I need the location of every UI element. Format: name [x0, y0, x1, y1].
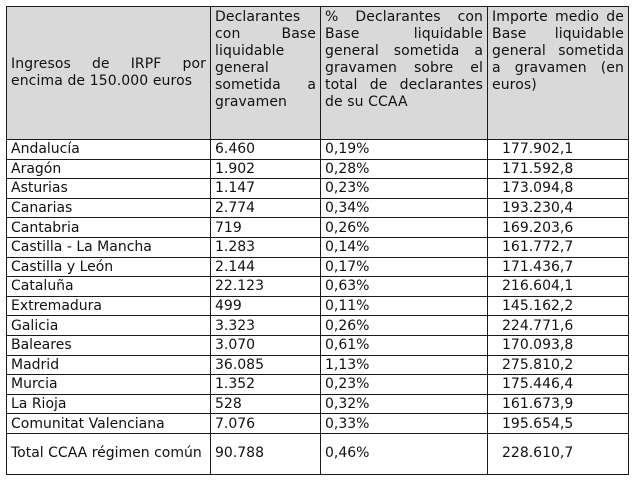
cell-porcentaje: 0,11%: [321, 296, 488, 316]
cell-region: Cantabria: [7, 218, 211, 238]
cell-region: Andalucía: [7, 140, 211, 160]
cell-region: Baleares: [7, 335, 211, 355]
cell-porcentaje: 0,14%: [321, 237, 488, 257]
cell-porcentaje: 0,26%: [321, 316, 488, 336]
table-row: [7, 198, 629, 218]
table-row: [7, 140, 629, 160]
cell-importe: 216.604,1: [488, 277, 629, 297]
irpf-table-wrapper: [6, 6, 629, 475]
total-cell-declarantes: 90.788: [211, 433, 321, 474]
cell-importe: 195.654,5: [488, 414, 629, 434]
cell-importe: 161.772,7: [488, 237, 629, 257]
cell-region: Murcia: [7, 375, 211, 395]
header-importe: Importe medio de Base liquidable general sometida a gravamen (en euros): [488, 7, 629, 140]
total-cell-porcentaje: 0,46%: [321, 433, 488, 474]
cell-declarantes: 2.144: [211, 257, 321, 277]
cell-porcentaje: 0,61%: [321, 335, 488, 355]
total-cell-region: Total CCAA régimen común: [7, 433, 211, 474]
cell-porcentaje: 0,63%: [321, 277, 488, 297]
cell-porcentaje: 0,33%: [321, 414, 488, 434]
cell-declarantes: 36.085: [211, 355, 321, 375]
cell-importe: 171.592,8: [488, 159, 629, 179]
header-row: [7, 7, 629, 140]
cell-porcentaje: 0,34%: [321, 198, 488, 218]
cell-importe: 161.673,9: [488, 394, 629, 414]
table-row: [7, 277, 629, 297]
header-porcentaje: % Declarantes con Base liquidable general sometida a gravamen sobre el total de declarantes de su CCAA: [321, 7, 488, 140]
table-row: [7, 355, 629, 375]
cell-importe: 177.902,1: [488, 140, 629, 160]
cell-declarantes: 7.076: [211, 414, 321, 434]
cell-importe: 275.810,2: [488, 355, 629, 375]
table-row: [7, 414, 629, 434]
table-row: [7, 296, 629, 316]
table-row: [7, 316, 629, 336]
cell-region: Madrid: [7, 355, 211, 375]
cell-region: Extremadura: [7, 296, 211, 316]
cell-declarantes: 499: [211, 296, 321, 316]
cell-region: Comunitat Valenciana: [7, 414, 211, 434]
cell-porcentaje: 0,23%: [321, 375, 488, 395]
table-row: [7, 394, 629, 414]
table-row: [7, 237, 629, 257]
cell-declarantes: 2.774: [211, 198, 321, 218]
cell-importe: 175.446,4: [488, 375, 629, 395]
header-region: Ingresos de IRPF por encima de 150.000 euros: [7, 7, 211, 140]
cell-declarantes: 1.147: [211, 179, 321, 199]
total-cell-importe: 228.610,7: [488, 433, 629, 474]
cell-porcentaje: 0,17%: [321, 257, 488, 277]
cell-porcentaje: 1,13%: [321, 355, 488, 375]
cell-region: La Rioja: [7, 394, 211, 414]
cell-porcentaje: 0,28%: [321, 159, 488, 179]
cell-porcentaje: 0,32%: [321, 394, 488, 414]
table-row: [7, 218, 629, 238]
table-row: [7, 179, 629, 199]
cell-declarantes: 22.123: [211, 277, 321, 297]
cell-declarantes: 6.460: [211, 140, 321, 160]
cell-porcentaje: 0,26%: [321, 218, 488, 238]
cell-region: Canarias: [7, 198, 211, 218]
table-row: [7, 375, 629, 395]
table-row: [7, 159, 629, 179]
cell-importe: 145.162,2: [488, 296, 629, 316]
total-row: [7, 433, 629, 474]
cell-declarantes: 3.323: [211, 316, 321, 336]
cell-declarantes: 1.283: [211, 237, 321, 257]
cell-declarantes: 3.070: [211, 335, 321, 355]
cell-importe: 171.436,7: [488, 257, 629, 277]
irpf-table: [6, 6, 629, 475]
table-header: [7, 7, 629, 140]
cell-importe: 224.771,6: [488, 316, 629, 336]
cell-region: Asturias: [7, 179, 211, 199]
table-body: [7, 140, 629, 475]
header-declarantes: Declarantes con Base liquidable general sometida a gravamen: [211, 7, 321, 140]
cell-region: Galicia: [7, 316, 211, 336]
cell-declarantes: 1.352: [211, 375, 321, 395]
cell-importe: 169.203,6: [488, 218, 629, 238]
cell-declarantes: 719: [211, 218, 321, 238]
cell-region: Aragón: [7, 159, 211, 179]
cell-importe: 193.230,4: [488, 198, 629, 218]
cell-porcentaje: 0,19%: [321, 140, 488, 160]
cell-importe: 170.093,8: [488, 335, 629, 355]
cell-region: Castilla y León: [7, 257, 211, 277]
cell-porcentaje: 0,23%: [321, 179, 488, 199]
cell-importe: 173.094,8: [488, 179, 629, 199]
table-row: [7, 257, 629, 277]
table-row: [7, 335, 629, 355]
cell-region: Castilla - La Mancha: [7, 237, 211, 257]
cell-declarantes: 528: [211, 394, 321, 414]
cell-region: Cataluña: [7, 277, 211, 297]
cell-declarantes: 1.902: [211, 159, 321, 179]
